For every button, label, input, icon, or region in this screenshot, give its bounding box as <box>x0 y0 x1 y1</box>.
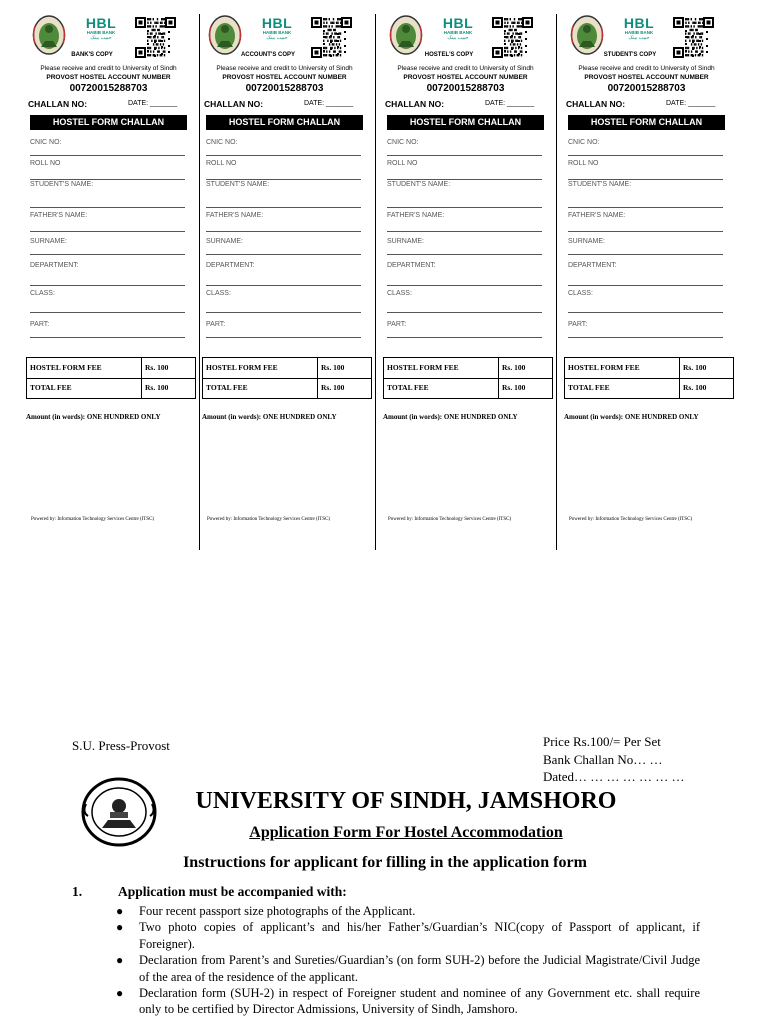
fee-row <box>203 358 371 378</box>
fee-cell-divider <box>141 358 142 378</box>
challan-copy <box>194 10 375 550</box>
fee-label: TOTAL FEE <box>206 383 248 392</box>
field-line <box>387 312 542 313</box>
field-label: STUDENT'S NAME: <box>387 181 451 188</box>
field-label: PART: <box>387 321 407 328</box>
fee-row-divider <box>203 378 371 379</box>
field-label: DEPARTMENT: <box>568 262 617 269</box>
date-label: DATE: _______ <box>666 100 716 107</box>
field-label: PART: <box>30 321 50 328</box>
field-line <box>30 285 185 286</box>
field-label: FATHER'S NAME: <box>30 212 88 219</box>
university-logo-icon <box>32 14 66 56</box>
field-label: ROLL NO <box>206 160 237 167</box>
field-line <box>568 285 723 286</box>
copy-label: ACCOUNT'S COPY <box>240 52 296 58</box>
fee-cell-divider <box>141 378 142 398</box>
hbl-logo-text: HBL <box>85 15 117 31</box>
hbl-subtitle: HABIB BANK <box>443 30 473 35</box>
field-line <box>30 155 185 156</box>
item-text: Application must be accompanied with: <box>118 884 347 899</box>
field-label: STUDENT'S NAME: <box>568 181 632 188</box>
fee-cell-divider <box>317 378 318 398</box>
fee-amount: Rs. 100 <box>683 383 707 392</box>
challan-strip <box>18 10 750 550</box>
amount-in-words: Amount (in words): ONE HUNDRED ONLY <box>26 413 161 421</box>
hbl-urdu-text: حبیب بینک <box>90 35 112 41</box>
field-label: CLASS: <box>387 290 412 297</box>
price-block <box>543 733 685 786</box>
qr-code-icon <box>134 16 177 59</box>
date-label: DATE: _______ <box>485 100 535 107</box>
field-label: PART: <box>568 321 588 328</box>
challan-copy <box>556 10 737 550</box>
field-label: CNIC NO: <box>206 139 238 146</box>
fee-table <box>564 357 734 399</box>
field-line <box>206 254 361 255</box>
field-line <box>387 254 542 255</box>
credit-note: Please receive and credit to University of Sindh <box>40 65 177 72</box>
field-line <box>206 337 361 338</box>
challan-copy <box>18 10 199 550</box>
qr-code-icon <box>491 16 534 59</box>
field-label: CNIC NO: <box>387 139 419 146</box>
fee-row <box>203 378 371 398</box>
challan-no-label: CHALLAN NO: <box>28 99 88 109</box>
requirement-text: Four recent passport size photographs of the Applicant. <box>139 904 416 918</box>
hbl-subtitle: HABIB BANK <box>262 30 292 35</box>
field-line <box>568 254 723 255</box>
fee-label: HOSTEL FORM FEE <box>206 363 278 372</box>
bullet-icon: ● <box>116 904 124 918</box>
field-label: CNIC NO: <box>568 139 600 146</box>
field-line <box>387 337 542 338</box>
field-label: DEPARTMENT: <box>206 262 255 269</box>
field-label: FATHER'S NAME: <box>387 212 445 219</box>
fee-row <box>384 358 552 378</box>
field-label: ROLL NO <box>30 160 61 167</box>
field-label: SURNAME: <box>206 238 243 245</box>
hbl-urdu-text: حبیب بینک <box>628 35 650 41</box>
requirement-text: Two photo copies of applicant’s and his/her Father’s/Guardian’s NIC(copy of Passport of applicant, if Foreigner). <box>139 920 700 951</box>
field-line <box>387 231 542 232</box>
account-number: 00720015288703 <box>607 83 686 94</box>
field-label: CLASS: <box>206 290 231 297</box>
hbl-logo <box>616 16 662 41</box>
field-label: FATHER'S NAME: <box>568 212 626 219</box>
application-form-title-text: Application Form For Hostel Accommodation <box>249 824 563 841</box>
hbl-subtitle: HABIB BANK <box>624 30 654 35</box>
account-number: 00720015288703 <box>426 83 505 94</box>
field-line <box>206 231 361 232</box>
university-logo-icon <box>208 14 242 56</box>
field-label: ROLL NO <box>387 160 418 167</box>
field-label: ROLL NO <box>568 160 599 167</box>
field-line <box>387 179 542 180</box>
fee-row <box>384 378 552 398</box>
field-line <box>206 285 361 286</box>
field-label: FATHER'S NAME: <box>206 212 264 219</box>
account-label: PROVOST HOSTEL ACCOUNT NUMBER <box>222 74 347 81</box>
university-title: UNIVERSITY OF SINDH, JAMSHORO <box>195 788 617 814</box>
credit-note: Please receive and credit to University of Sindh <box>216 65 353 72</box>
amount-in-words: Amount (in words): ONE HUNDRED ONLY <box>383 413 518 421</box>
challan-form-title: HOSTEL FORM CHALLAN <box>30 115 187 130</box>
field-line <box>568 207 723 208</box>
challan-no-label: CHALLAN NO: <box>204 99 264 109</box>
university-seal-icon <box>80 776 158 848</box>
fee-cell-divider <box>498 378 499 398</box>
fee-label: HOSTEL FORM FEE <box>387 363 459 372</box>
powered-by: Powered by: Information Technology Services Centre (ITSC) <box>569 517 693 522</box>
fee-amount: Rs. 100 <box>321 383 345 392</box>
bullet-icon: ● <box>116 986 124 1001</box>
hbl-urdu-text: حبیب بینک <box>447 35 469 41</box>
field-line <box>387 207 542 208</box>
field-line <box>568 312 723 313</box>
hbl-logo <box>254 16 300 41</box>
hbl-urdu-text: حبیب بینک <box>266 35 288 41</box>
field-line <box>30 337 185 338</box>
bullet-icon: ● <box>116 920 124 935</box>
field-line <box>568 179 723 180</box>
field-label: CNIC NO: <box>30 139 62 146</box>
fee-cell-divider <box>679 378 680 398</box>
hbl-subtitle: HABIB BANK <box>86 30 116 35</box>
fee-row <box>27 378 195 398</box>
university-logo-icon <box>570 14 604 56</box>
university-logo-icon <box>389 14 423 56</box>
field-line <box>30 179 185 180</box>
fee-amount: Rs. 100 <box>321 363 345 372</box>
fee-cell-divider <box>679 358 680 378</box>
challan-no-label: CHALLAN NO: <box>566 99 626 109</box>
bullet-icon: ● <box>116 953 124 968</box>
fee-amount: Rs. 100 <box>502 363 526 372</box>
copy-label: STUDENT'S COPY <box>603 52 657 58</box>
fee-label: TOTAL FEE <box>568 383 610 392</box>
hbl-logo <box>78 16 124 41</box>
fee-label: HOSTEL FORM FEE <box>568 363 640 372</box>
challan-no-label: CHALLAN NO: <box>385 99 445 109</box>
fee-label: TOTAL FEE <box>30 383 72 392</box>
fee-row-divider <box>384 378 552 379</box>
application-form-title <box>200 824 612 842</box>
instructions-title: Instructions for applicant for filling in the application form <box>183 854 587 871</box>
fee-amount: Rs. 100 <box>502 383 526 392</box>
copy-label: HOSTEL'S COPY <box>424 52 474 58</box>
field-line <box>206 155 361 156</box>
hbl-logo <box>435 16 481 41</box>
date-label: DATE: _______ <box>128 100 178 107</box>
powered-by: Powered by: Information Technology Services Centre (ITSC) <box>207 517 331 522</box>
qr-code-icon <box>672 16 715 59</box>
fee-row <box>27 358 195 378</box>
amount-in-words: Amount (in words): ONE HUNDRED ONLY <box>564 413 699 421</box>
field-line <box>206 312 361 313</box>
fee-row <box>565 378 733 398</box>
account-number: 00720015288703 <box>245 83 324 94</box>
hbl-logo-text: HBL <box>623 15 655 31</box>
field-line <box>568 231 723 232</box>
fee-cell-divider <box>498 358 499 378</box>
dated-text: Dated… … … … … … … <box>543 769 685 784</box>
field-line <box>30 207 185 208</box>
requirement-item <box>116 952 700 985</box>
challan-form-title: HOSTEL FORM CHALLAN <box>206 115 363 130</box>
item-number: 1. <box>72 884 83 899</box>
field-label: STUDENT'S NAME: <box>30 181 94 188</box>
fee-label: TOTAL FEE <box>387 383 429 392</box>
date-label: DATE: _______ <box>304 100 354 107</box>
requirement-text: Declaration from Parent’s and Sureties/Guardian’s (on form SUH-2) before the Judicial Magistrate/Civil Judge of the area of the residence of the applicant. <box>139 953 700 984</box>
field-line <box>30 231 185 232</box>
field-label: SURNAME: <box>30 238 67 245</box>
powered-by: Powered by: Information Technology Services Centre (ITSC) <box>388 517 512 522</box>
field-label: SURNAME: <box>568 238 605 245</box>
fee-amount: Rs. 100 <box>145 383 169 392</box>
field-label: DEPARTMENT: <box>30 262 79 269</box>
fee-amount: Rs. 100 <box>683 363 707 372</box>
requirements-list <box>116 903 700 1018</box>
price-text: Price Rs.100/= Per Set <box>543 734 661 749</box>
credit-note: Please receive and credit to University of Sindh <box>578 65 715 72</box>
bank-challan-text: Bank Challan No… … <box>543 751 663 767</box>
field-label: STUDENT'S NAME: <box>206 181 270 188</box>
fee-cell-divider <box>317 358 318 378</box>
field-label: SURNAME: <box>387 238 424 245</box>
field-line <box>206 207 361 208</box>
field-line <box>387 155 542 156</box>
field-label: CLASS: <box>568 290 593 297</box>
field-label: CLASS: <box>30 290 55 297</box>
requirement-item <box>116 919 700 952</box>
requirement-item <box>116 985 700 1018</box>
challan-form-title: HOSTEL FORM CHALLAN <box>568 115 725 130</box>
fee-amount: Rs. 100 <box>145 363 169 372</box>
press-label: S.U. Press-Provost <box>72 738 170 753</box>
account-label: PROVOST HOSTEL ACCOUNT NUMBER <box>403 74 528 81</box>
fee-row-divider <box>565 378 733 379</box>
fee-table <box>202 357 372 399</box>
credit-note: Please receive and credit to University of Sindh <box>397 65 534 72</box>
field-line <box>387 285 542 286</box>
field-line <box>206 179 361 180</box>
field-line <box>30 312 185 313</box>
field-line <box>568 155 723 156</box>
challan-form-title: HOSTEL FORM CHALLAN <box>387 115 544 130</box>
hbl-logo-text: HBL <box>442 15 474 31</box>
account-label: PROVOST HOSTEL ACCOUNT NUMBER <box>46 74 171 81</box>
fee-label: HOSTEL FORM FEE <box>30 363 102 372</box>
qr-code-icon <box>310 16 353 59</box>
requirement-item <box>116 903 700 919</box>
field-label: DEPARTMENT: <box>387 262 436 269</box>
copy-label: BANK'S COPY <box>71 52 113 58</box>
fee-row <box>565 358 733 378</box>
challan-copy <box>375 10 556 550</box>
fee-table <box>26 357 196 399</box>
field-line <box>568 337 723 338</box>
powered-by: Powered by: Information Technology Services Centre (ITSC) <box>31 517 155 522</box>
amount-in-words: Amount (in words): ONE HUNDRED ONLY <box>202 413 337 421</box>
hbl-logo-text: HBL <box>261 15 293 31</box>
fee-row-divider <box>27 378 195 379</box>
field-label: PART: <box>206 321 226 328</box>
requirement-text: Declaration form (SUH-2) in respect of Foreigner student and nominee of any Government etc. shall require only to be certified by Director Admissions, University of Sindh, Jamshoro. <box>139 986 700 1017</box>
fee-table <box>383 357 553 399</box>
field-line <box>30 254 185 255</box>
account-label: PROVOST HOSTEL ACCOUNT NUMBER <box>584 74 709 81</box>
account-number: 00720015288703 <box>69 83 148 94</box>
